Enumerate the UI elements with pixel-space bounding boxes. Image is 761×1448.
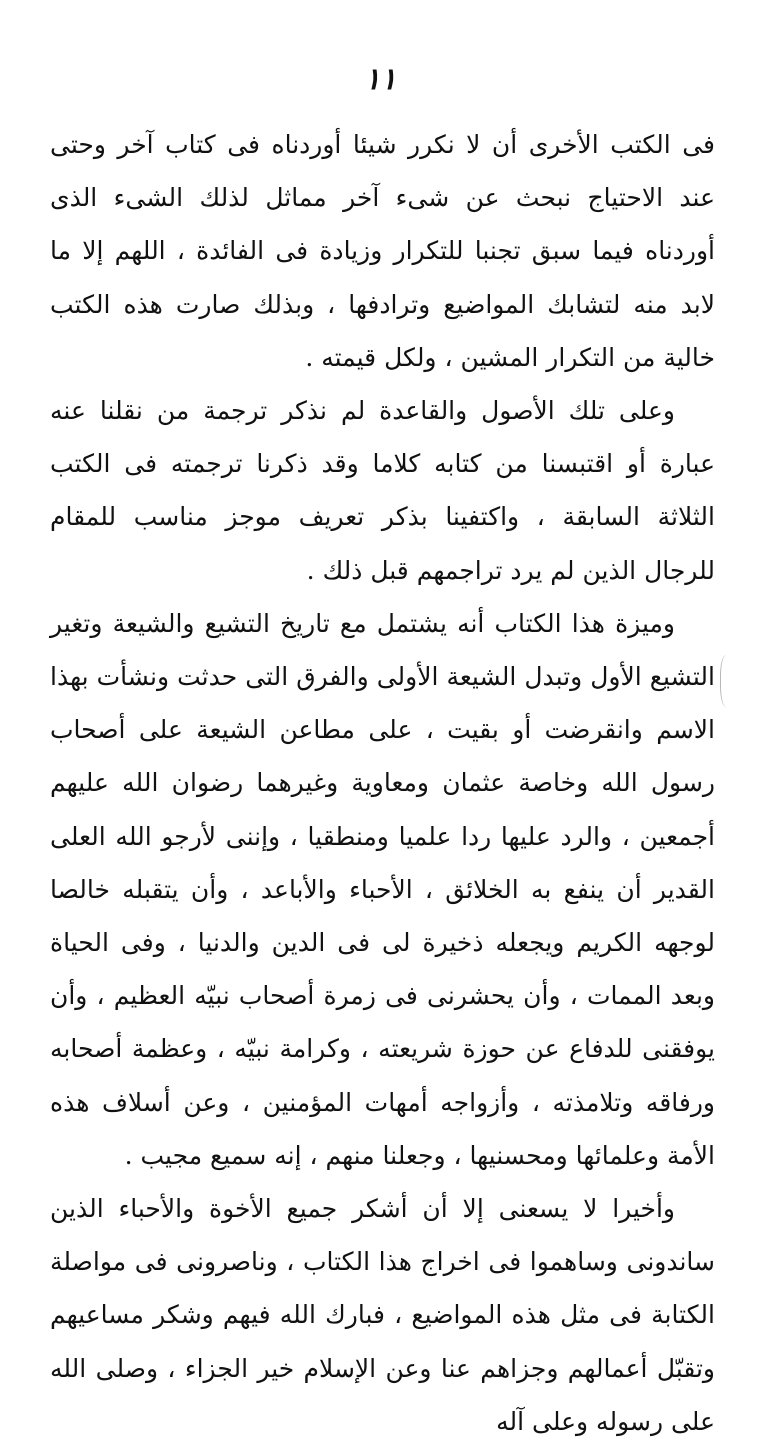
paragraph-2: وعلى تلك الأصول والقاعدة لم نذكر ترجمة من نقلنا عنه عبارة أو اقتبسنا من كتابه كلاما وقد ذكرنا ترجمته فى الكتب الثلاثة السابقة ، واكتفينا بذكر تعريف موجز مناسب للمقام للرجال الذين لم يرد تراجمهم قبل ذلك .	[50, 396, 715, 585]
page-number: ١١	[364, 62, 397, 97]
paragraph-4: وأخيرا لا يسعنى إلا أن أشكر جميع الأخوة والأحباء الذين ساندونى وساهموا فى اخراج هذا الكتاب ، وناصرونى فى مواصلة الكتابة فى مثل هذه المواضيع ، فبارك الله فيهم وشكر مساعيهم وتقبّل أعمالهم وجزاهم عنا وعن الإسلام خير الجزاء ، وصلى الله على رسوله وعلى آله	[50, 1194, 715, 1436]
margin-pencil-mark	[720, 655, 735, 707]
paragraph-1: فى الكتب الأخرى أن لا نكرر شيئا أوردناه فى كتاب آخر وحتى عند الاحتياج نبحث عن شىء آخر مماثل لذلك الشىء الذى أوردناه فيما سبق تجنبا للتكرار وزيادة فى الفائدة ، اللهم إلا ما لابد منه لتشابك المواضيع وترادفها ، وبذلك صارت هذه الكتب خالية من التكرار المشين ، ولكل قيمته .	[50, 130, 715, 372]
paragraph-3: وميزة هذا الكتاب أنه يشتمل مع تاريخ التشيع والشيعة وتغير التشيع الأول وتبدل الشيعة الأولى والفرق التى حدثت ونشأت بهذا الاسم وانقرضت أو بقيت ، على مطاعن الشيعة على أصحاب رسول الله وخاصة عثمان ومعاوية وغيرهما رضوان الله عليهم أجمعين ، والرد عليها ردا علميا ومنطقيا ، وإننى لأرجو الله العلى القدير أن ينفع به الخلائق ، الأحباء والأباعد ، وأن يتقبله خالصا لوجهه الكريم ويجعله ذخيرة لى فى الدين والدنيا ، وفى الحياة وبعد الممات ، وأن يحشرنى فى زمرة أصحاب نبيّه العظيم ، وأن يوفقنى للدفاع عن حوزة شريعته ، وكرامة نبيّه ، وعظمة أصحابه ورفاقه وتلامذته ، وأزواجه أمهات المؤمنين ، وعن أسلاف هذه الأمة وعلمائها ومحسنيها ، وجعلنا منهم ، إنه سميع مجيب .	[50, 608, 715, 1170]
page-body	[50, 118, 715, 1448]
